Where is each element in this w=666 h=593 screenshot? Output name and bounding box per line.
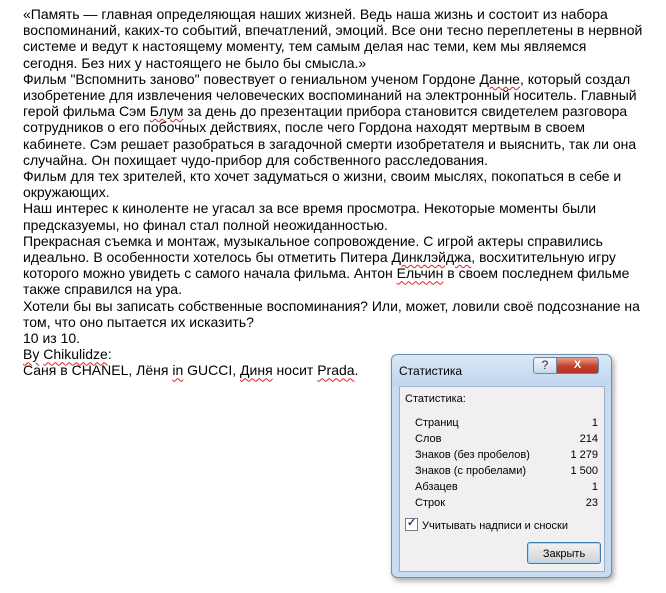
misspelled-word[interactable]: By	[23, 346, 40, 363]
stat-label: Знаков (с пробелами)	[415, 465, 527, 477]
text-run: GUCCI,	[183, 362, 241, 379]
stat-value: 1	[591, 417, 598, 429]
checkmark-icon: ✓	[407, 517, 417, 529]
misspelled-word[interactable]: Блум	[149, 103, 184, 120]
stat-row-words	[415, 431, 598, 447]
paragraph-plot	[23, 71, 643, 168]
help-icon: ?	[541, 358, 549, 372]
stat-value: 23	[585, 497, 598, 509]
misspelled-word[interactable]: in	[172, 362, 184, 379]
stat-value: 1	[591, 481, 598, 493]
text-run: Фильм "Вспомнить заново" повествует о гениальном ученом Гордоне	[23, 70, 480, 87]
text-run: , восхитительную игру которого можно увидеть с самого начала фильма. Антон	[23, 249, 620, 282]
document-text[interactable]	[23, 6, 647, 379]
paragraph-interest: Наш интерес к киноленте не угасал за все время просмотра. Некоторые моменты были предсказуемы, но финал стал полной неожиданностью.	[23, 200, 600, 233]
statistics-heading: Статистика:	[405, 393, 466, 405]
misspelled-word[interactable]: Prada	[317, 362, 355, 379]
stat-value: 214	[579, 433, 598, 445]
include-textboxes-option[interactable]	[405, 518, 568, 534]
help-button[interactable]	[533, 357, 557, 374]
stat-row-pages	[415, 415, 598, 431]
close-dialog-button[interactable]: Закрыть	[527, 542, 601, 564]
stat-label: Слов	[415, 433, 442, 445]
stat-label: Строк	[415, 497, 446, 509]
dialog-titlebar[interactable]	[392, 355, 611, 385]
paragraph-rating: 10 из 10.	[23, 330, 81, 347]
dialog-panel	[399, 386, 605, 572]
dialog-title: Статистика	[399, 364, 463, 378]
paragraph-question: Хотели бы вы записать собственные воспоминания? Или, может, ловили своё подсознание на том, что оно пытается их исказить?	[23, 297, 644, 330]
stat-label: Абзацев	[415, 481, 458, 493]
text-run: носит	[272, 362, 318, 379]
paragraph-quote: «Память — главная определяющая наших жизней. Ведь наша жизнь и состоит из набора воспоминаний, каких-то событий, впечатлений, эмоций. Все они тесно переплетены в нервной системе и ведут к настоящему моменту, тем самым делая нас теми, кем мы являемся сегодня. Без них у настоящего не было бы смысла.»	[23, 6, 647, 71]
include-textboxes-checkbox[interactable]	[405, 518, 418, 531]
statistics-list	[415, 415, 598, 511]
stat-row-lines	[415, 495, 598, 511]
stat-value: 1 279	[570, 449, 598, 461]
stat-row-chars-with-spaces	[415, 463, 598, 479]
text-run: .	[354, 362, 359, 379]
misspelled-word[interactable]: Диня	[240, 362, 273, 379]
stat-row-paragraphs	[415, 479, 598, 495]
text-run: Прекрасная съемка и монтаж, музыкальное сопровождение. С игрой актеры справились идеально. В особенности хотелось бы отметить Питера	[23, 232, 607, 266]
checkbox-label: Учитывать надписи и сноски	[422, 520, 568, 532]
stat-row-chars-no-spaces	[415, 447, 598, 463]
text-run: , который создал изобретение для извлечения человеческих воспоминаний на электронный носитель. Главный герой фильма Сэм	[23, 70, 641, 120]
text-run: Саня в CHANEL, Лёня	[23, 362, 173, 379]
misspelled-word[interactable]: Данне	[479, 70, 520, 87]
stat-value: 1 500	[570, 465, 598, 477]
close-button[interactable]	[556, 357, 599, 374]
paragraph-acting	[23, 233, 643, 298]
statistics-dialog	[391, 354, 612, 578]
text-run: :	[107, 346, 112, 363]
misspelled-word[interactable]: Ельчин	[396, 265, 444, 282]
text-run: в своем последнем фильме также справился на ура.	[23, 265, 634, 298]
paragraph-audience: Фильм для тех зрителей, кто хочет задуматься о жизни, своим мыслях, покопаться в себе и окружающих.	[23, 168, 626, 201]
text-run: за день до презентации прибора становится свидетелем разговора сотрудников о его побочных действиях, после чего Гордона находят мертвым в своем кабинете. Сэм решает разобраться в загадочной смерти изобретателя и выяснить, так ли она случайна. Он похищает чудо-прибор для собственного расследования.	[23, 103, 641, 168]
misspelled-word[interactable]: Chikulidze	[43, 346, 108, 363]
close-icon: X	[573, 359, 582, 371]
misspelled-word[interactable]: Динклэйджа	[391, 249, 472, 266]
stat-label: Знаков (без пробелов)	[415, 449, 530, 461]
stat-label: Страниц	[415, 417, 459, 429]
